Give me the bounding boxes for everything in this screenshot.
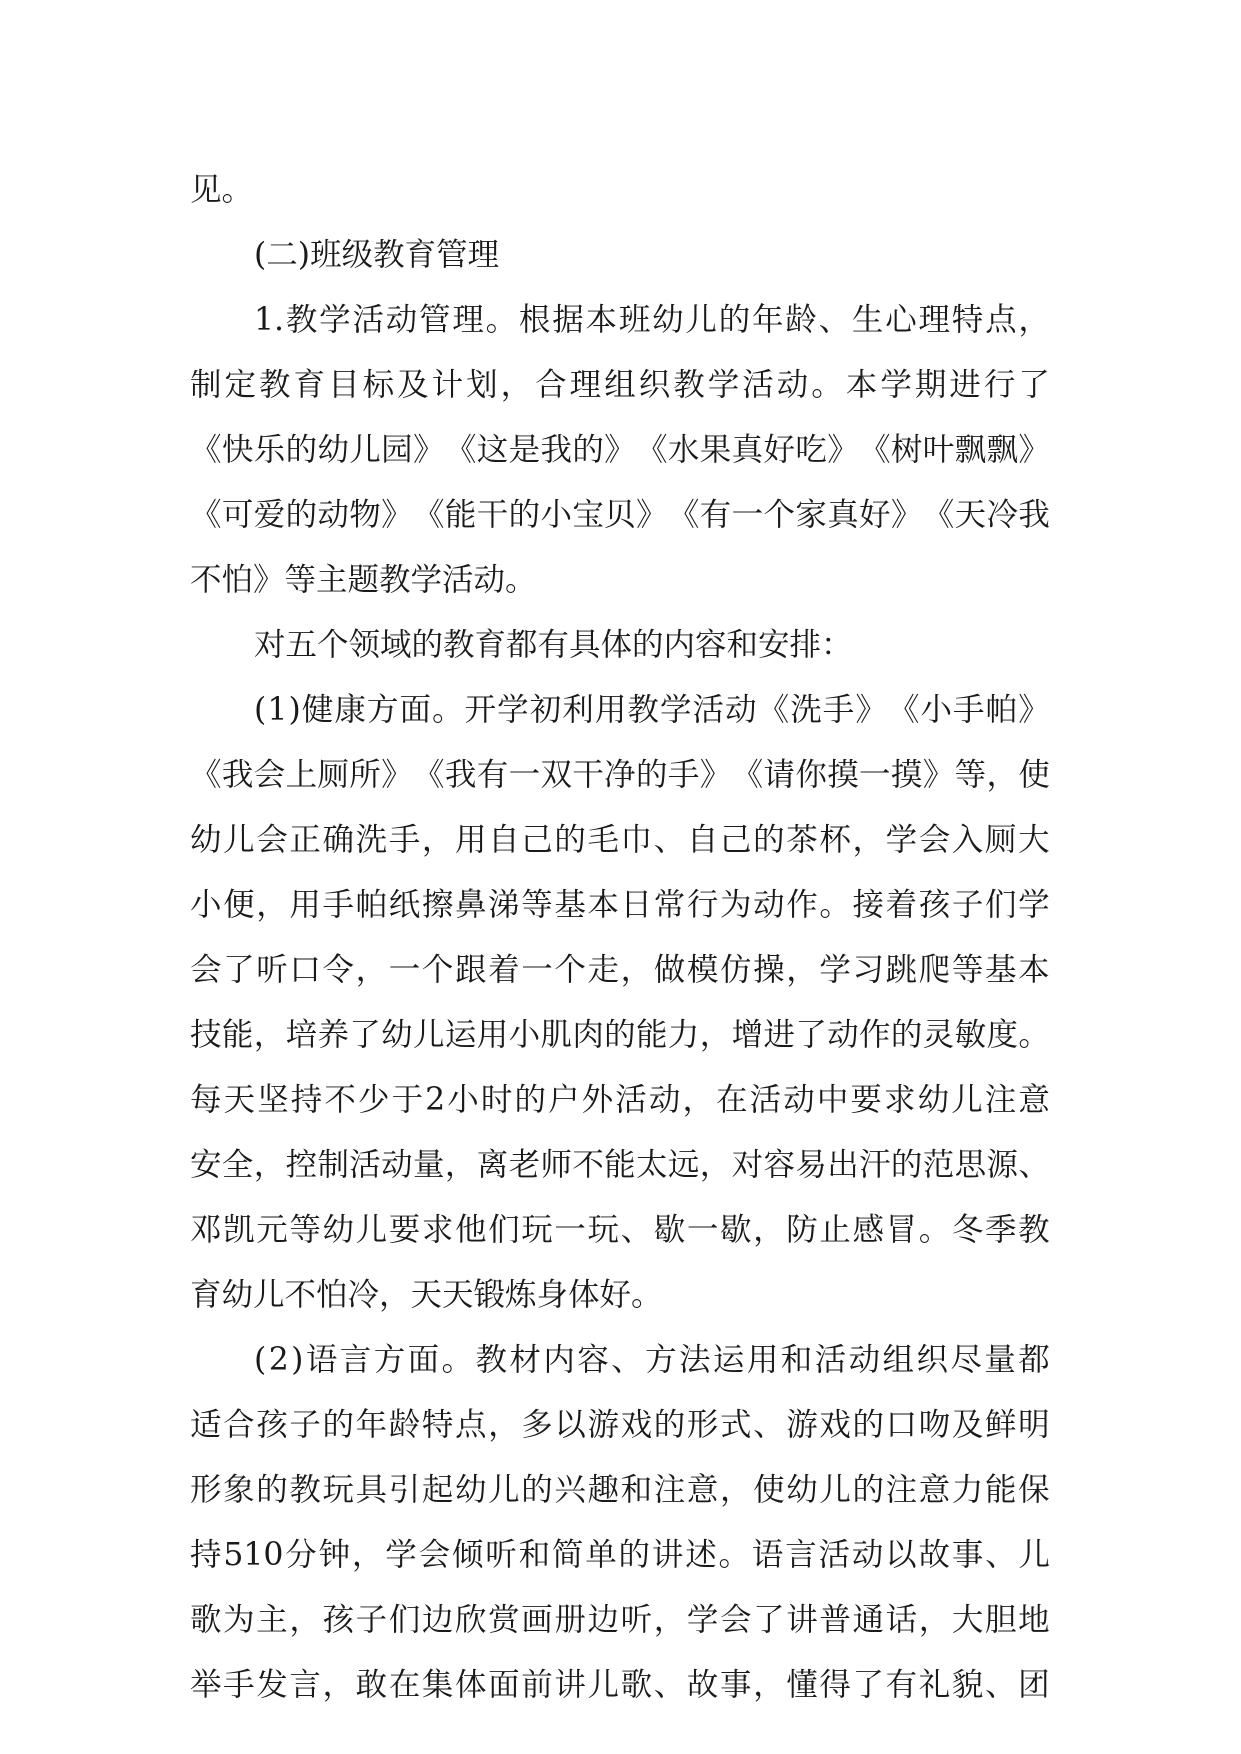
- document-body: [190, 158, 1050, 1718]
- text-line: 小 便 ， 用 手 帕 纸 擦 鼻 涕 等 基 本 日 常 行 为 动 作 。 接 着 孩 子 们 学: [190, 887, 1050, 923]
- text-line: 育幼儿不怕冷，天天锻炼身体好。: [190, 1277, 663, 1313]
- text-line: 安 全 ， 控 制 活 动 量 ， 离 老 师 不 能 太 远 ， 对 容 易 出 汗 的 范 思 源 、: [190, 1147, 1050, 1183]
- text-line: (二)班级教育管理: [254, 237, 500, 273]
- text-line: ( 2 ) 语 言 方 面 。 教 材 内 容 、 方 法 运 用 和 活 动 组 织 尽 量 都: [254, 1342, 1050, 1378]
- text-line: 会 了 听 口 令 ， 一 个 跟 着 一 个 走 ， 做 模 仿 操 ， 学 习 跳 爬 等 基 本: [190, 952, 1050, 988]
- text-line: 幼 儿 会 正 确 洗 手 ， 用 自 己 的 毛 巾 、 自 己 的 茶 杯 ， 学 会 入 厕 大: [190, 822, 1050, 858]
- text-line: 邓 凯 元 等 幼 儿 要 求 他 们 玩 一 玩 、 歇 一 歇 ， 防 止 感 冒 。 冬 季 教: [190, 1212, 1050, 1248]
- text-line: ( 1 ) 健 康 方 面 。 开 学 初 利 用 教 学 活 动 《 洗 手 》 《 小 手 帕 》: [254, 692, 1050, 728]
- text-line: 《 我 会 上 厕 所 》 《 我 有 一 双 干 净 的 手 》 《 请 你 摸 一 摸 》 等 ， 使: [190, 757, 1050, 793]
- text-line: 歌 为 主 ， 孩 子 们 边 欣 赏 画 册 边 听 ， 学 会 了 讲 普 通 话 ， 大 胆 地: [190, 1602, 1050, 1638]
- text-line: 制 定 教 育 目 标 及 计 划 ， 合 理 组 织 教 学 活 动 。 本 学 期 进 行 了: [190, 367, 1050, 403]
- text-line: 《 快 乐 的 幼 儿 园 》 《 这 是 我 的 》 《 水 果 真 好 吃 》 《 树 叶 飘 飘 》: [190, 432, 1050, 468]
- text-line: 持 510 分 钟 ， 学 会 倾 听 和 简 单 的 讲 述 。 语 言 活 动 以 故 事 、 儿: [190, 1537, 1050, 1573]
- text-line: 每 天 坚 持 不 少 于 2 小 时 的 户 外 活 动 ， 在 活 动 中 要 求 幼 儿 注 意: [190, 1082, 1050, 1118]
- text-line: 1. 教 学 活 动 管 理 。 根 据 本 班 幼 儿 的 年 龄 、 生 心 理 特 点 ，: [254, 302, 1050, 338]
- text-line: 形 象 的 教 玩 具 引 起 幼 儿 的 兴 趣 和 注 意 ， 使 幼 儿 的 注 意 力 能 保: [190, 1472, 1050, 1508]
- text-line: 技 能 ， 培 养 了 幼 儿 运 用 小 肌 肉 的 能 力 ， 增 进 了 动 作 的 灵 敏 度 。: [190, 1017, 1050, 1053]
- text-line: 《 可 爱 的 动 物 》 《 能 干 的 小 宝 贝 》 《 有 一 个 家 真 好 》 《 天 冷 我: [190, 497, 1050, 533]
- text-line: 对五个领域的教育都有具体的内容和安排：: [254, 627, 853, 663]
- text-line: 举 手 发 言 ， 敢 在 集 体 面 前 讲 儿 歌 、 故 事 ， 懂 得 了 有 礼 貌 、 团: [190, 1667, 1050, 1703]
- text-line: 不怕》等主题教学活动。: [190, 562, 537, 598]
- text-line: 适 合 孩 子 的 年 龄 特 点 ， 多 以 游 戏 的 形 式 、 游 戏 的 口 吻 及 鲜 明: [190, 1407, 1050, 1443]
- text-line: 见。: [190, 172, 254, 208]
